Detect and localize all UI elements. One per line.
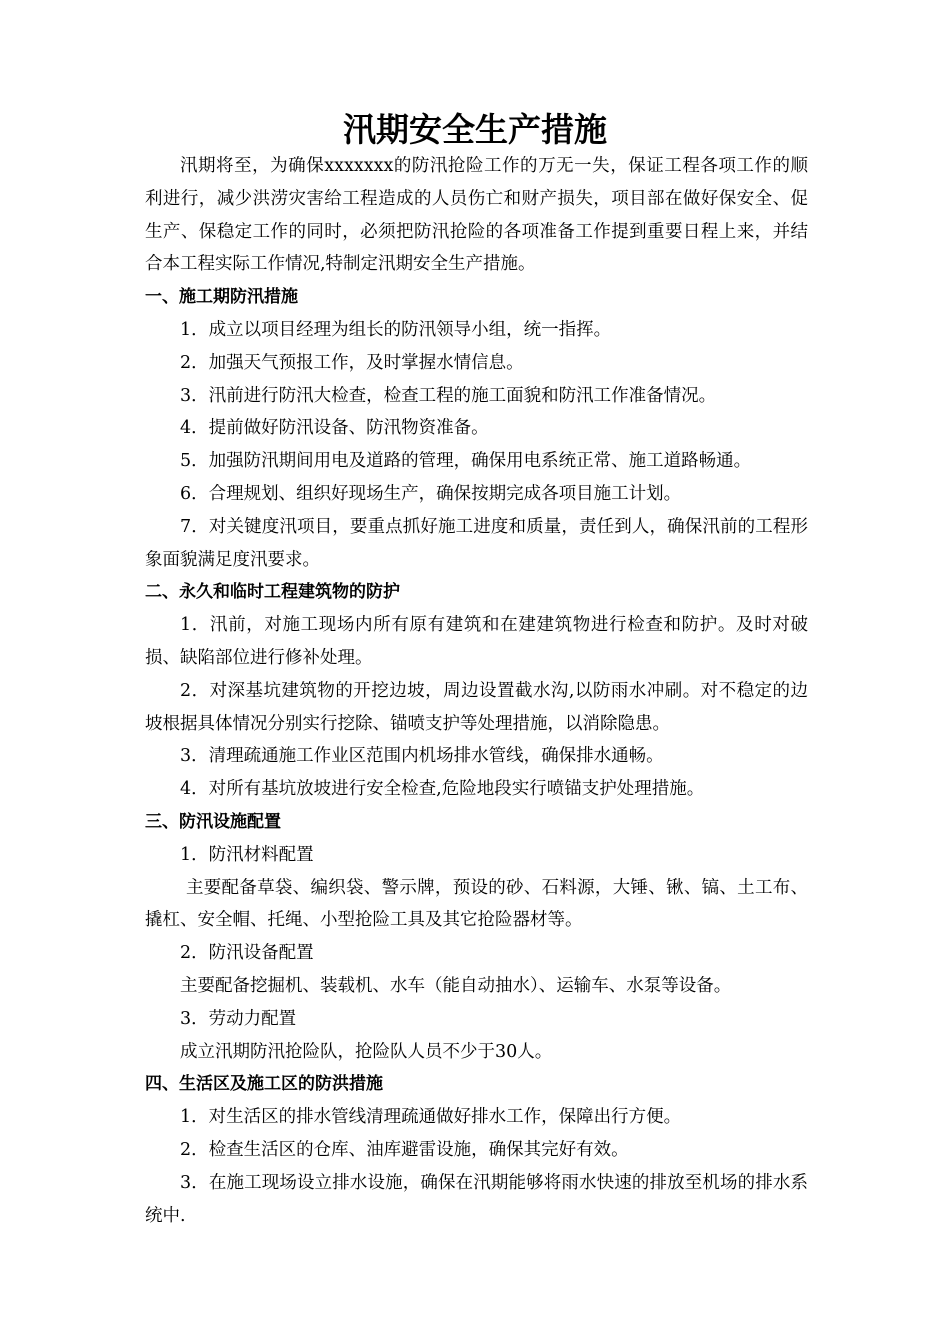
intro-paragraph: 汛期将至，为确保xxxxxxx的防汛抢险工作的万无一失，保证工程各项工作的顺利进行，减少洪涝灾害给工程造成的人员伤亡和财产损失，项目部在做好保安全、促生产、保稳定工作的同时，必须把防汛抢险的各项准备工作提到重要日程上来，并结合本工程实际工作情况,特制定汛期安全生产措施。 xyxy=(145,156,808,275)
section-1-heading: 一、施工期防汛措施 xyxy=(145,287,298,308)
section-4-item: 3．在施工现场设立排水设施，确保在汛期能够将雨水快速的排放至机场的排水系统中. xyxy=(145,1172,808,1226)
section-3-subheading: 1．防汛材料配置 xyxy=(180,844,314,865)
section-4-item: 2．检查生活区的仓库、油库避雷设施，确保其完好有效。 xyxy=(180,1139,629,1160)
section-3-text: 主要配备挖掘机、装载机、水车（能自动抽水）、运输车、水泵等设备。 xyxy=(180,975,732,996)
section-1-item: 3．汛前进行防汛大检查，检查工程的施工面貌和防汛工作准备情况。 xyxy=(180,385,717,406)
section-1-item: 5．加强防汛期间用电及道路的管理，确保用电系统正常、施工道路畅通。 xyxy=(180,451,752,472)
section-1-item: 2．加强天气预报工作，及时掌握水情信息。 xyxy=(180,352,524,373)
section-3-text: 成立汛期防汛抢险队，抢险队人员不少于30人。 xyxy=(180,1041,553,1062)
section-3-text: 主要配备草袋、编织袋、警示牌，预设的砂、石料源，大锤、锹、镐、土工布、撬杠、安全帽、托绳、小型抢险工具及其它抢险器材等。 xyxy=(145,877,808,931)
section-1-item: 6．合理规划、组织好现场生产，确保按期完成各项目施工计划。 xyxy=(180,483,682,504)
section-1-item: 1．成立以项目经理为组长的防汛领导小组，统一指挥。 xyxy=(180,319,612,340)
section-2-item: 3．清理疏通施工作业区范围内机场排水管线，确保排水通畅。 xyxy=(180,746,664,767)
section-1-item: 7．对关键度汛项目，要重点抓好施工进度和质量，责任到人，确保汛前的工程形象面貌满足度汛要求。 xyxy=(145,516,808,570)
document-body xyxy=(145,150,808,1232)
section-4-item: 1．对生活区的排水管线清理疏通做好排水工作，保障出行方便。 xyxy=(180,1107,682,1128)
section-2-item: 1．汛前，对施工现场内所有原有建筑和在建建筑物进行检查和防护。及时对破损、缺陷部位进行修补处理。 xyxy=(145,615,808,668)
section-2-heading: 二、永久和临时工程建筑物的防护 xyxy=(145,582,400,603)
section-3-heading: 三、防汛设施配置 xyxy=(145,811,281,832)
section-4-heading: 四、生活区及施工区的防洪措施 xyxy=(145,1074,383,1095)
section-3-subheading: 2．防汛设备配置 xyxy=(180,943,314,964)
section-1-item: 4．提前做好防汛设备、防汛物资准备。 xyxy=(180,418,489,439)
section-3-subheading: 3．劳动力配置 xyxy=(180,1008,297,1029)
section-2-item: 4．对所有基坑放坡进行安全检查,危险地段实行喷锚支护处理措施。 xyxy=(180,779,705,800)
section-2-item: 2．对深基坑建筑物的开挖边坡，周边设置截水沟,以防雨水冲刷。对不稳定的边坡根据具体情况分别实行挖除、锚喷支护等处理措施，以消除隐患。 xyxy=(145,680,808,734)
document-title: 汛期安全生产措施 xyxy=(343,110,607,149)
